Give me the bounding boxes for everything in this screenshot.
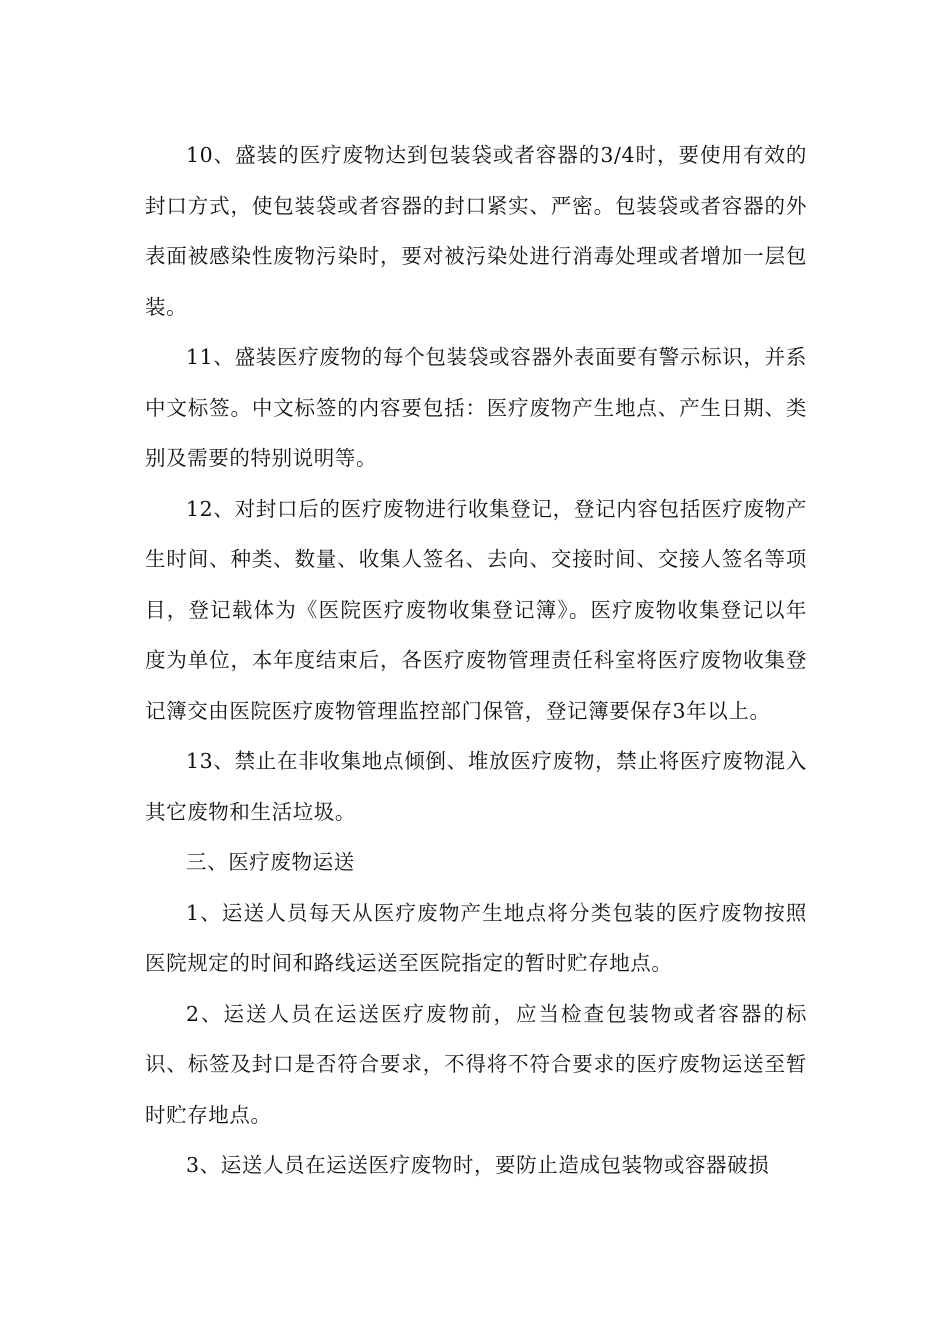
paragraph-item-2: 2、运送人员在运送医疗废物前，应当检查包装物或者容器的标识、标签及封口是否符合要求，不得将不符合要求的医疗废物运送至暂时贮存地点。 bbox=[145, 1001, 807, 1127]
section-heading-transport: 三、医疗废物运送 bbox=[186, 850, 355, 874]
paragraph-item-10: 10、盛装的医疗废物达到包装袋或者容器的3/4时，要使用有效的封口方式，使包装袋或者容器的封口紧实、严密。包装袋或者容器的外表面被感染性废物污染时，要对被污染处进行消毒处理或者增加一层包装。 bbox=[145, 143, 807, 319]
paragraph-item-11: 11、盛装医疗废物的每个包装袋或容器外表面要有警示标识，并系中文标签。中文标签的内容要包括：医疗废物产生地点、产生日期、类别及需要的特别说明等。 bbox=[145, 345, 807, 470]
document-body bbox=[145, 130, 807, 1191]
paragraph-item-12: 12、对封口后的医疗废物进行收集登记，登记内容包括医疗废物产生时间、种类、数量、收集人签名、去向、交接时间、交接人签名等项目，登记载体为《医院医疗废物收集登记簿》。医疗废物收集登记以年度为单位，本年度结束后，各医疗废物管理责任科室将医疗废物收集登记簿交由医院医疗废物管理监控部门保管，登记簿要保存3年以上。 bbox=[145, 496, 807, 723]
paragraph-item-1: 1、运送人员每天从医疗废物产生地点将分类包装的医疗废物按照医院规定的时间和路线运送至医院指定的暂时贮存地点。 bbox=[145, 900, 807, 975]
paragraph-item-13: 13、禁止在非收集地点倾倒、堆放医疗废物，禁止将医疗废物混入其它废物和生活垃圾。 bbox=[145, 749, 807, 824]
paragraph-item-3: 3、运送人员在运送医疗废物时，要防止造成包装物或容器破损 bbox=[186, 1153, 770, 1177]
